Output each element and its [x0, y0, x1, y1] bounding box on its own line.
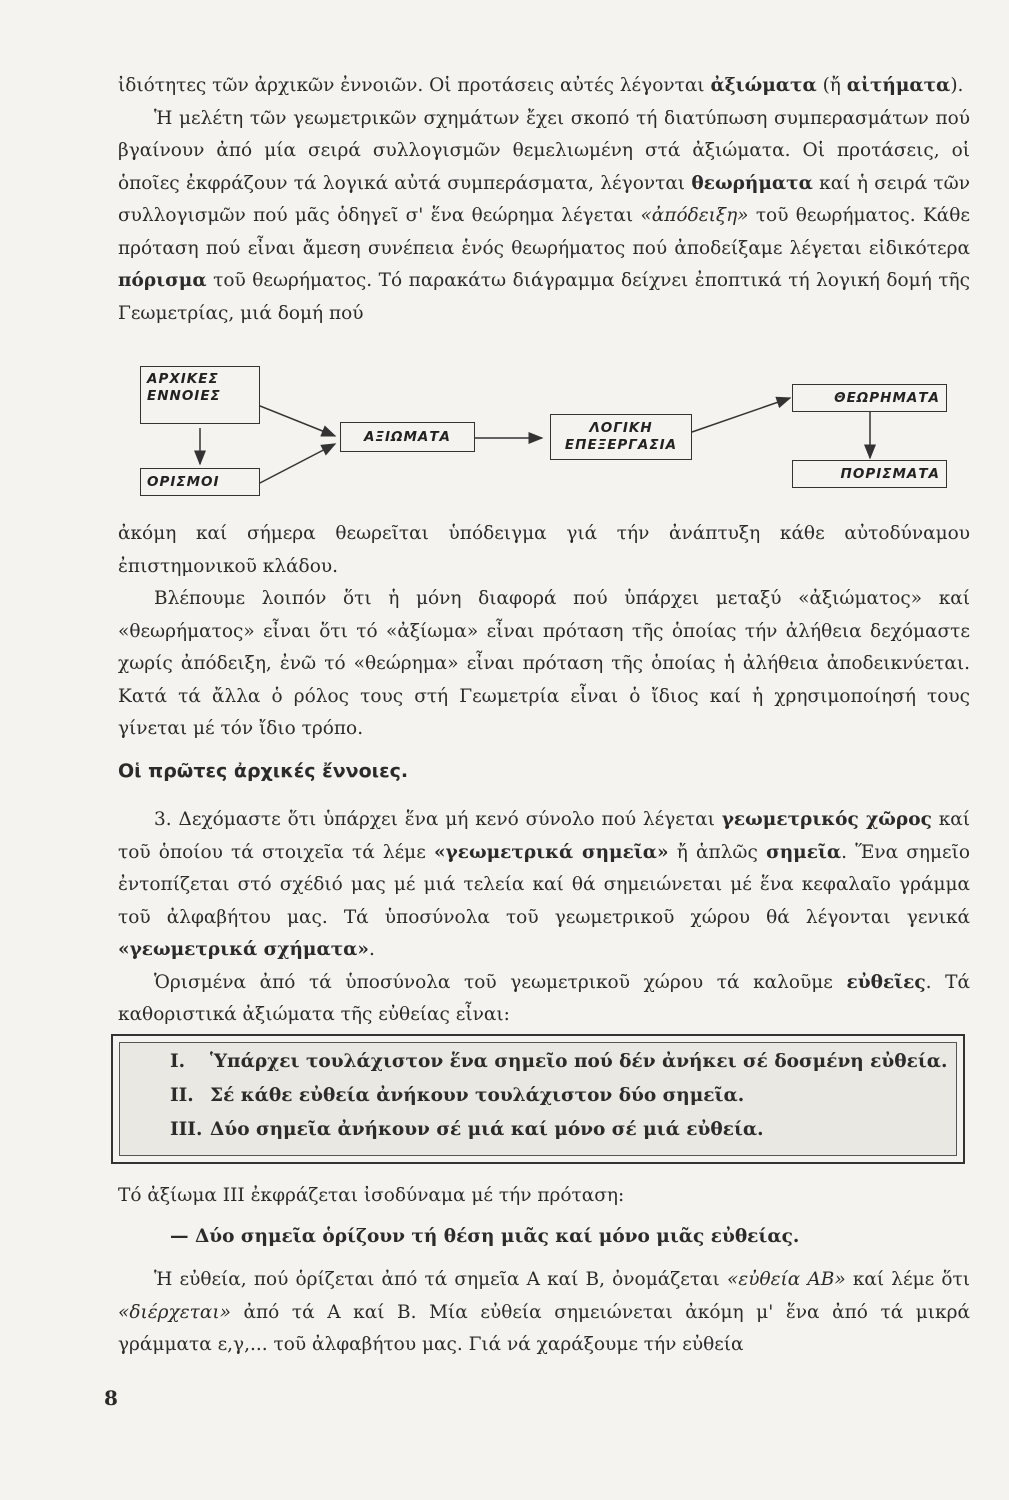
axiom-number: II.: [170, 1085, 194, 1106]
axiom-item: [170, 1085, 744, 1106]
axiom3-intro: [118, 1180, 970, 1213]
box-theorems: ΘΕΩΡΗΜΑΤΑ: [792, 384, 947, 412]
text-run: τοῦ θεωρήματος. Κάθε πρόταση πού εἶναι ἄμεση συνέπεια ἑνός θεωρήματος πού ἀποδείξαμε λέγεται εἰδικότερα: [118, 205, 970, 259]
paragraph: [118, 518, 970, 583]
bold-term: «γεωμετρικά σημεῖα»: [433, 841, 669, 863]
italic-term: «ἀπόδειξη»: [640, 205, 749, 226]
text-run: .: [368, 939, 375, 960]
bold-term: εὐθεῖες: [846, 971, 926, 993]
paragraph: [118, 70, 970, 103]
text-run: Ὁρισμένα ἀπό τά ὑποσύνολα τοῦ γεωμετρικοῦ χώρου τά καλοῦμε: [154, 971, 847, 993]
text-run: καί ἡ σειρά τῶν συλλογισμῶν πού μᾶς ὁδηγεῖ σ' ἕνα θεώρημα λέγεται: [118, 172, 971, 226]
text-run: . Ἕνα σημεῖο ἐντοπίζεται στό σχέδιό μας μέ μιά τελεία καί θά σημειώνεται μέ ἕνα κεφαλαῖο γράμμα τοῦ ἀλφαβήτου μας. Τά ὑποσύνολα τοῦ γεωμετρικοῦ χώρου θά λέγονται γενικά: [118, 841, 970, 928]
text-run: ).: [950, 75, 964, 96]
text-run: Ἡ μελέτη τῶν γεωμετρικῶν σχημάτων ἔχει σκοπό τή διατύπωση συμπερασμάτων πού βγαίνουν ἀπό μία σειρά συλλογισμῶν θεμελιωμένη στά ἀξιώματα. Οἱ προτάσεις, οἱ ὁποῖες ἐκφράζουν τά λογικά αὐτά συμπεράσματα, λέγονται: [118, 107, 970, 194]
axiom-number: III.: [170, 1119, 203, 1140]
italic-term: «εὐθεία ΑΒ»: [726, 1269, 846, 1290]
page-number: 8: [104, 1386, 118, 1410]
axioms-box-inner: [119, 1042, 957, 1156]
box-axioms: ΑΞΙΩΜΑΤΑ: [340, 422, 475, 452]
paragraph: [118, 967, 970, 1032]
axiom-text: Ὑπάρχει τουλάχιστον ἕνα σημεῖο πού δέν ἀνήκει σέ δοσμένη εὐθεία.: [210, 1051, 948, 1072]
box-definitions: ΟΡΙΣΜΟΙ: [140, 468, 260, 496]
text-run: ἤ ἁπλῶς: [668, 841, 767, 863]
axiom3-restatement: — Δύο σημεῖα ὁρίζουν τή θέση μιᾶς καί μόνο μιᾶς εὐθείας.: [170, 1226, 800, 1247]
axioms-box: [111, 1034, 965, 1164]
box-initial-concepts: ΑΡΧΙΚΕΣ ΕΝΝΟΙΕΣ: [140, 366, 260, 424]
section-heading: Οἱ πρῶτες ἀρχικές ἔννοιες.: [118, 760, 409, 782]
bold-term: θεωρήματα: [691, 172, 813, 194]
text-run: καί τοῦ ὁποίου τά στοιχεῖα τά λέμε: [118, 809, 970, 863]
arrow-definitions-to-axioms: [258, 444, 335, 484]
text-run: (ἤ: [816, 75, 847, 96]
text-run: Ἡ εὐθεία, πού ὁρίζεται ἀπό τά σημεῖα Α καί Β, ὀνομάζεται: [154, 1269, 727, 1290]
text-run: ἰδιότητες τῶν ἀρχικῶν ἐννοιῶν. Οἱ προτάσεις αὐτές λέγονται: [118, 75, 711, 96]
paragraph: [118, 103, 970, 331]
axiom-text: Δύο σημεῖα ἀνήκουν σέ μιά καί μόνο σέ μιά εὐθεία.: [210, 1119, 764, 1140]
bold-term: γεωμετρικός χῶρος: [721, 809, 932, 830]
box-corollaries: ΠΟΡΙΣΜΑΤΑ: [792, 460, 947, 488]
italic-term: «διέρχεται»: [118, 1301, 231, 1323]
bold-term: σημεῖα: [766, 841, 842, 863]
text-run: ἀκόμη καί σήμερα θεωρεῖται ὑπόδειγμα γιά τήν ἀνάπτυξη κάθε αὐτοδύναμου ἐπιστημονικοῦ κλάδου.: [118, 523, 970, 577]
box-logical-processing: ΛΟΓΙΚΗ ΕΠΕΞΕΡΓΑΣΙΑ: [550, 414, 692, 460]
axiom-number: I.: [170, 1051, 186, 1072]
bold-term: ἀξιώματα: [710, 75, 817, 96]
geometry-structure-diagram: [130, 364, 960, 504]
paragraph: [118, 583, 970, 746]
text-run: ἀπό τά Α καί Β. Μία εὐθεία σημειώνεται ἀκόμη μ' ἕνα ἀπό τά μικρά γράμματα ε,γ,... τοῦ ἀλφαβήτου μας. Γιά νά χαράξουμε τήν εὐθεία: [118, 1301, 970, 1355]
paragraph: Τό ἀξίωμα ΙΙΙ ἐκφράζεται ἰσοδύναμα μέ τήν πρόταση:: [118, 1185, 625, 1206]
arrow-concepts-to-axioms: [250, 402, 335, 436]
axiom-text: Σέ κάθε εὐθεία ἀνήκουν τουλάχιστον δύο σημεῖα.: [210, 1085, 745, 1106]
bold-term: αἰτήματα: [846, 75, 951, 96]
bold-term: πόρισμα: [118, 270, 207, 291]
text-run: . Τά καθοριστικά ἀξιώματα τῆς εὐθείας εἶναι:: [118, 971, 970, 1025]
paragraph: [118, 804, 970, 967]
arrow-processing-to-theorems: [692, 398, 790, 432]
text-block-top: [118, 70, 970, 330]
paragraph: [118, 1264, 970, 1362]
text-run: 3. Δεχόμαστε ὅτι ὑπάρχει ἕνα μή κενό σύνολο πού λέγεται: [154, 809, 722, 830]
text-run: τοῦ θεωρήματος. Τό παρακάτω διάγραμμα δείχνει ἐποπτικά τή λογική δομή τῆς Γεωμετρίας, μιά δομή πού: [118, 270, 970, 324]
text-run: καί λέμε ὅτι: [845, 1269, 970, 1290]
axiom-item: [170, 1119, 764, 1140]
axiom-item: [170, 1051, 947, 1072]
bold-term: «γεωμετρικά σχήματα»: [118, 939, 369, 960]
text-run: Βλέπουμε λοιπόν ὅτι ἡ μόνη διαφορά πού ὑπάρχει μεταξύ «ἀξιώματος» καί «θεωρήματος» εἶναι ὅτι τό «ἀξίωμα» εἶναι πρόταση τῆς ὁποίας τήν ἀλήθεια δεχόμαστε χωρίς ἀπόδειξη, ἐνῶ τό «θεώρημα» εἶναι πρόταση τῆς ὁποίας ἡ ἀλήθεια ἀποδεικνύεται. Κατά τά ἄλλα ὁ ρόλος τους στή Γεωμετρία εἶναι ὁ ἴδιος καί ἡ χρησιμοποίησή τους γίνεται μέ τόν ἴδιο τρόπο.: [118, 588, 970, 739]
text-block-bottom: [118, 1264, 970, 1362]
text-block-section: [118, 804, 970, 1032]
text-block-middle: [118, 518, 970, 746]
